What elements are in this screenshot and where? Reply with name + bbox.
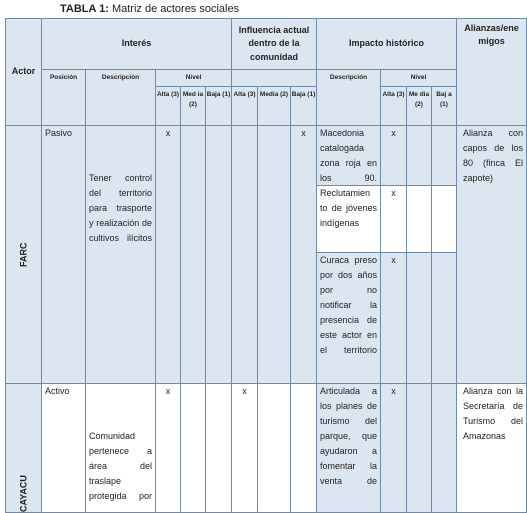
impacto-media-cell (406, 252, 432, 384)
level-label: Alta (3) (382, 91, 405, 98)
interes-desc-cell (85, 383, 156, 513)
impacto-media-cell (406, 185, 432, 253)
posicion-cell (41, 383, 86, 513)
level-label: Med ia (2) (182, 91, 204, 109)
influencia-media-cell (257, 125, 291, 384)
influencia-alta-cell (231, 125, 258, 384)
mark: x (391, 128, 396, 138)
caption-label: TABLA 1: (60, 3, 109, 15)
interes-alta-cell (155, 125, 181, 384)
impacto-desc-cell (316, 125, 381, 186)
level-influencia-baja (290, 86, 317, 126)
header-actor-label: Actor (11, 66, 36, 77)
subheader-nivel-impacto-label: Nivel (410, 74, 427, 81)
impacto-baja-cell (431, 252, 457, 384)
influencia-media-cell (257, 383, 291, 513)
impacto-baja-cell (431, 383, 457, 513)
mark: x (165, 386, 171, 396)
alianzas-text: Alianza con capos de los 80 (finca El zapote) (463, 128, 523, 183)
subheader-influencia-blank (231, 69, 317, 87)
impacto-media-cell (406, 383, 432, 513)
subheader-nivel-impacto (380, 69, 457, 87)
level-label: Me dia (2) (408, 91, 430, 109)
alianzas-cell (456, 383, 527, 513)
interes-desc-cell (85, 125, 156, 384)
header-influencia-label: Influencia actual dentro de la comunidad (238, 25, 310, 62)
mark: x (391, 255, 396, 265)
posicion-value: Pasivo (45, 128, 73, 138)
impacto-desc-text: Articulada a los planes de turismo del parque, que ayudaron a fomentar la venta de (320, 386, 377, 486)
posicion-cell (41, 125, 86, 384)
level-interes-media (180, 86, 206, 126)
mark: x (242, 386, 247, 396)
level-impacto-baja (431, 86, 457, 126)
interes-baja-cell (205, 383, 232, 513)
subheader-descripcion (85, 69, 156, 126)
level-label: Baja (1) (206, 91, 231, 98)
caption-text: Matriz de actores sociales (108, 3, 240, 15)
impacto-baja-cell (431, 185, 457, 253)
alianzas-text: Alianza con la Secretaría de Turismo del Amazonas (463, 386, 523, 441)
subheader-nivel-label: Nivel (185, 74, 202, 81)
impacto-desc-cell (316, 383, 381, 513)
level-label: Baj a (1) (436, 91, 452, 109)
header-alianzas (456, 18, 527, 126)
subheader-descripcion-label: Descripción (101, 74, 140, 81)
level-influencia-media (257, 86, 291, 126)
actor-label: FARC (18, 242, 29, 267)
subheader-descripcion-impacto (316, 69, 381, 126)
actor-cell (5, 383, 42, 513)
impacto-alta-cell (380, 185, 407, 253)
impacto-alta-cell (380, 383, 407, 513)
impacto-baja-cell (431, 125, 457, 186)
influencia-alta-cell (231, 383, 258, 513)
level-influencia-alta (231, 86, 258, 126)
header-influencia (231, 18, 317, 70)
level-interes-baja (205, 86, 232, 126)
impacto-alta-cell (380, 125, 407, 186)
interes-desc-text: Comunidad pertenece a área del traslape protegida por (89, 431, 152, 501)
influencia-baja-cell (290, 125, 317, 384)
subheader-posicion (41, 69, 86, 126)
level-label: Alta (3) (156, 91, 180, 98)
interes-media-cell (180, 383, 206, 513)
subheader-nivel (155, 69, 232, 87)
alianzas-cell (456, 125, 527, 384)
header-impacto (316, 18, 457, 70)
interes-alta-cell (155, 383, 181, 513)
impacto-desc-cell (316, 252, 381, 384)
mark: x (391, 386, 396, 396)
header-interes (41, 18, 232, 70)
posicion-value: Activo (45, 386, 70, 396)
header-actor (5, 18, 42, 126)
header-alianzas-label: Alianzas/ene migos (464, 23, 519, 47)
level-interes-alta (155, 86, 181, 126)
impacto-desc-cell (316, 185, 381, 253)
impacto-media-cell (406, 125, 432, 186)
influencia-baja-cell (290, 383, 317, 513)
impacto-desc-text: Reclutamien to de jóvenes indígenas (320, 188, 377, 228)
subheader-descripcion-impacto-label: Descripción (329, 74, 368, 81)
impacto-desc-text: Curaca preso por dos años por no notificar la presencia de este actor en el territorio (320, 255, 377, 355)
mark: x (301, 128, 306, 138)
header-impacto-label: Impacto histórico (348, 38, 424, 49)
level-label: Media (2) (259, 91, 289, 98)
level-impacto-alta (380, 86, 407, 126)
impacto-desc-text: Macedonia catalogada zona roja en los 90. (320, 128, 377, 183)
actor-cell (5, 125, 42, 384)
interes-desc-text: Tener control del territorio para trasporte y realización de cultivos ilícitos (89, 173, 152, 243)
mark: x (165, 128, 171, 138)
impacto-alta-cell (380, 252, 407, 384)
level-label: Alta (3) (233, 91, 256, 98)
mark: x (391, 188, 396, 198)
interes-media-cell (180, 125, 206, 384)
level-label: Baja (1) (291, 91, 316, 98)
actor-label: CAYACU (18, 475, 29, 512)
subheader-posicion-label: Posición (49, 74, 78, 81)
interes-baja-cell (205, 125, 232, 384)
level-impacto-media (406, 86, 432, 126)
header-interes-label: Interés (121, 38, 152, 49)
